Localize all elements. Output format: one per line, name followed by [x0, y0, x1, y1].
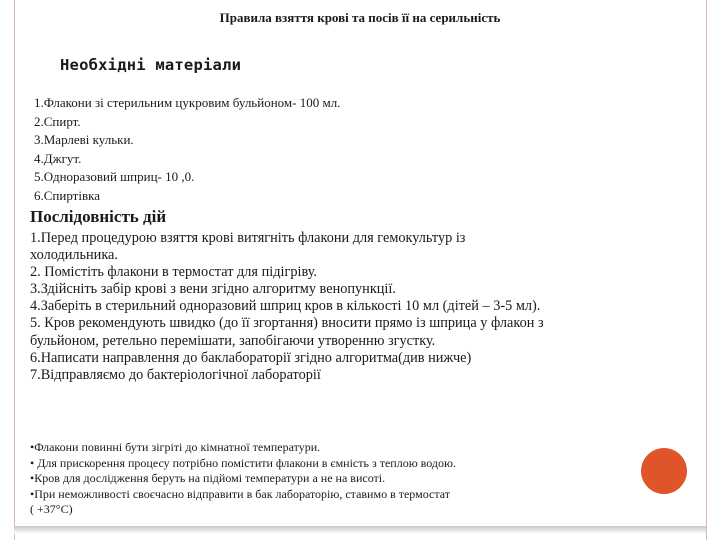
notes-list: [30, 440, 630, 518]
sequence-step-line: 6.Написати направлення до баклабораторії згідно алгоритма(див нижче): [30, 349, 472, 366]
sequence-step-line: 7.Відправляємо до бактеріологічної лабораторії: [30, 366, 321, 383]
sequence-step-line: холодильника.: [30, 247, 118, 264]
materials-item: 4.Джгут.: [34, 150, 82, 166]
sequence-step-line: 1.Перед процедурою взяття крові витягніть флакони для гемокультур із: [30, 230, 466, 246]
note-line: • Для прискорення процесу потрібно помістити флакони в ємність з теплою водою.: [30, 455, 456, 470]
note-line: •Кров для дослідження беруть на підйомі температури а не на висоті.: [30, 471, 386, 486]
sequence-step-line: 4.Заберіть в стерильний одноразовий шприц кров в кількості 10 мл (дітей – 3-5 мл).: [30, 298, 541, 315]
slide-border-right: [706, 0, 707, 540]
sequence-step-line: бульйоном, ретельно перемішати, запобігаючи утворенню згустку.: [30, 332, 436, 349]
materials-list: [34, 94, 340, 206]
sequence-step-line: 3.Здійсніть забір крові з вени згідно алгоритму венопункції.: [30, 281, 396, 298]
decorative-orange-circle: [641, 448, 687, 494]
materials-item: 1.Флакони зі стерильним цукровим бульйоном- 100 мл.: [34, 95, 341, 110]
materials-heading: Необхідні матеріали: [60, 56, 242, 74]
note-line: ( +37°С): [30, 502, 73, 517]
note-line: •Флакони повинні бути зігріті до кімнатної температури.: [30, 440, 321, 454]
slide-bottom-shadow: [14, 526, 706, 534]
materials-item: 5.Одноразовий шприц- 10 ,0.: [34, 169, 195, 185]
materials-item: 6.Спиртівка: [34, 187, 100, 203]
materials-item: 2.Спирт.: [34, 113, 81, 129]
materials-item: 3.Марлеві кульки.: [34, 132, 134, 148]
slide-border-left: [14, 0, 15, 540]
sequence-step-line: 5. Кров рекомендують швидко (до її згортання) вносити прямо із шприца у флакон з: [30, 315, 544, 332]
note-line: •При неможливості своєчасно відправити в бак лабораторію, ставимо в термостат: [30, 486, 450, 501]
sequence-steps: [30, 230, 696, 384]
slide-title: Правила взяття крові та посів її на серильність: [219, 10, 501, 25]
sequence-heading: Послідовність дій: [30, 207, 167, 226]
sequence-step-line: 2. Помістіть флакони в термостат для підігріву.: [30, 264, 317, 281]
